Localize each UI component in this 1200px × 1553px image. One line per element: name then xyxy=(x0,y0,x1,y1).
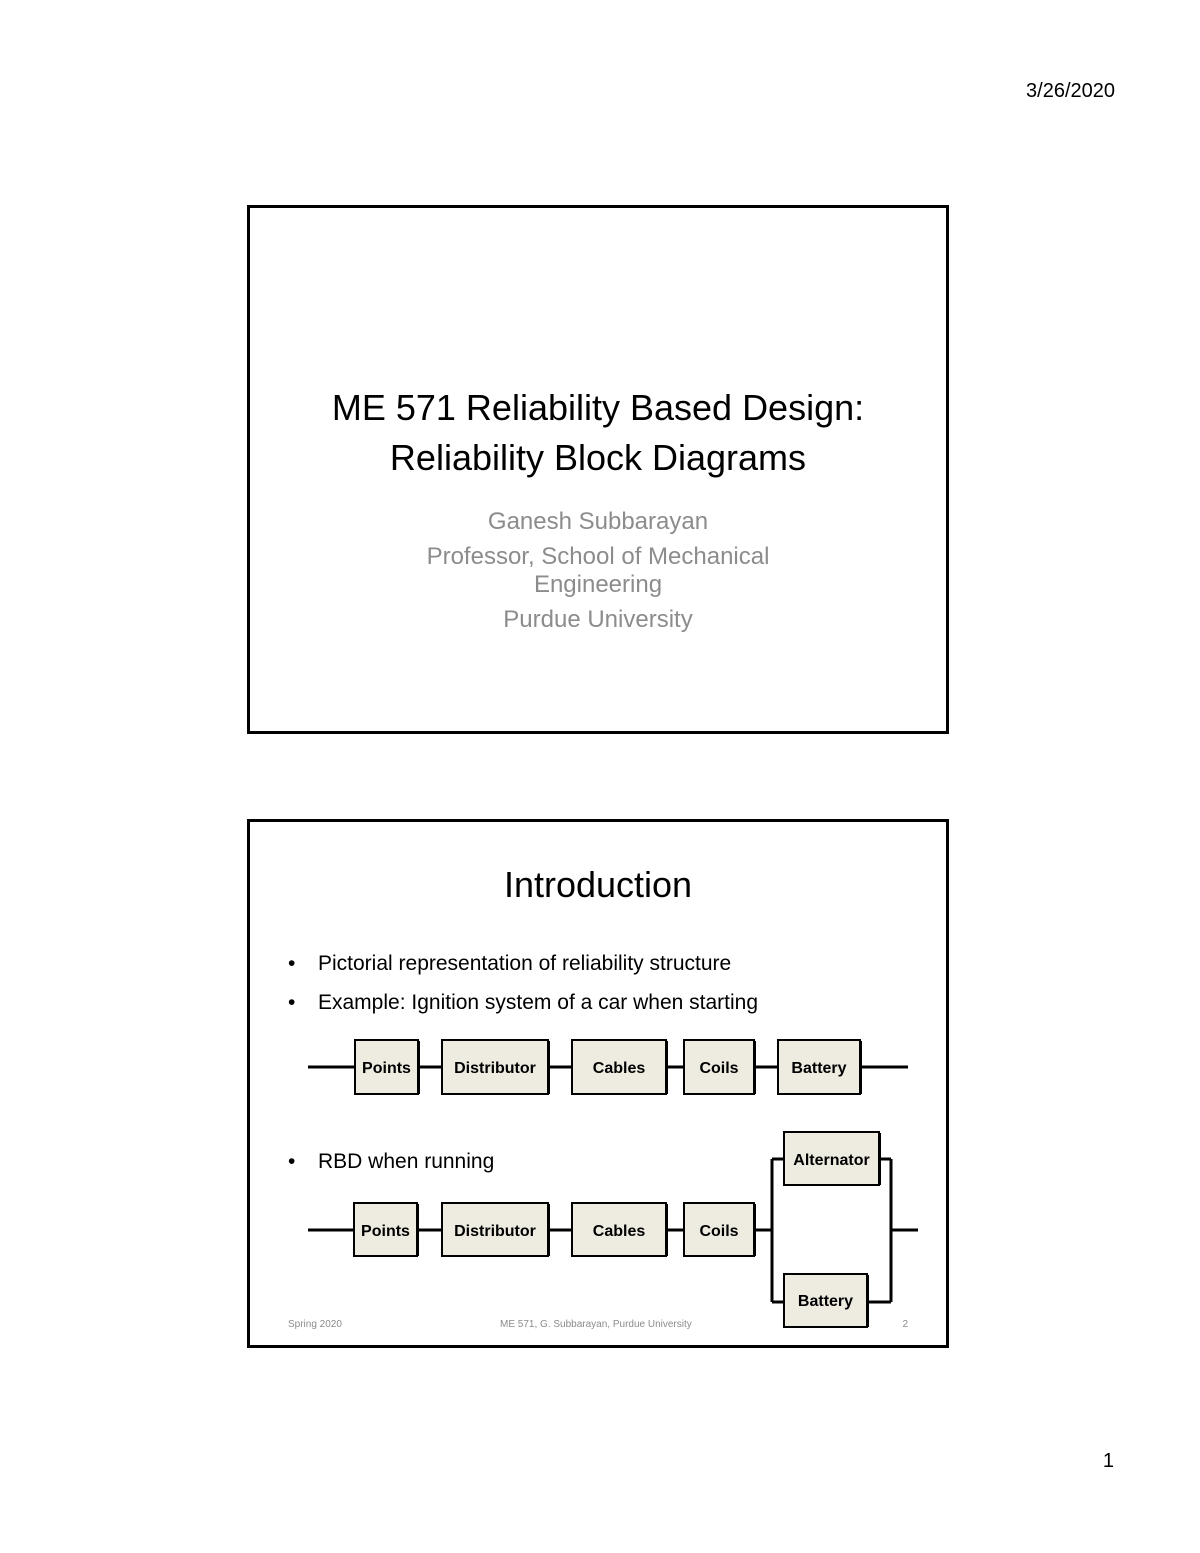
slide-2 xyxy=(247,819,949,1348)
block-label: Battery xyxy=(797,1293,854,1310)
running-block-alternator xyxy=(784,1132,880,1185)
block-label: Cables xyxy=(592,1060,646,1077)
bullet-dot: • xyxy=(288,1150,296,1173)
bullet-text: RBD when running xyxy=(318,1150,495,1173)
slide-number: 2 xyxy=(902,1319,908,1330)
block-label: Coils xyxy=(699,1060,739,1077)
bullet-dot: • xyxy=(288,952,296,975)
block-label: Points xyxy=(361,1223,410,1240)
block-label: Coils xyxy=(699,1223,739,1240)
running-block-distributor xyxy=(442,1203,549,1256)
page-number: 1 xyxy=(1102,1450,1114,1472)
block-label: Battery xyxy=(791,1060,847,1077)
slide-2-title: Introduction xyxy=(503,864,693,905)
running-rbd xyxy=(308,1132,918,1327)
slide-1-title-line-2: Reliability Block Diagrams xyxy=(389,437,807,478)
author-role-line-2: Engineering xyxy=(533,571,663,598)
author-name: Ganesh Subbarayan xyxy=(487,508,709,535)
starting-block-distributor xyxy=(442,1040,549,1094)
slide-1-title-line-1: ME 571 Reliability Based Design: xyxy=(331,387,865,428)
block-label: Cables xyxy=(592,1223,646,1240)
starting-rbd xyxy=(308,1040,908,1094)
slide-1 xyxy=(247,205,949,734)
block-label: Distributor xyxy=(454,1060,536,1077)
starting-block-points xyxy=(355,1040,419,1094)
bullet-text: Pictorial representation of reliability structure xyxy=(318,952,732,975)
running-block-battery xyxy=(784,1274,868,1327)
starting-block-cables xyxy=(572,1040,667,1094)
running-block-cables xyxy=(572,1203,667,1256)
author-role-line-1: Professor, School of Mechanical xyxy=(426,543,770,570)
reliability-block-diagrams xyxy=(250,822,946,1345)
block-label: Alternator xyxy=(793,1152,870,1169)
slide-footer-left: Spring 2020 xyxy=(288,1319,342,1330)
running-block-points xyxy=(354,1203,418,1256)
page-date: 3/26/2020 xyxy=(1026,80,1115,102)
running-block-coils xyxy=(684,1203,755,1256)
slide-footer-center: ME 571, G. Subbarayan, Purdue University xyxy=(500,1319,692,1330)
starting-block-coils xyxy=(684,1040,755,1094)
slide-1-subtitle xyxy=(250,508,946,634)
author-affiliation: Purdue University xyxy=(503,606,693,633)
bullet-text: Example: Ignition system of a car when starting xyxy=(318,991,759,1014)
block-label: Distributor xyxy=(454,1223,536,1240)
slide-1-title xyxy=(250,383,946,483)
bullet-dot: • xyxy=(288,991,296,1014)
starting-block-battery xyxy=(778,1040,861,1094)
block-label: Points xyxy=(362,1060,411,1077)
